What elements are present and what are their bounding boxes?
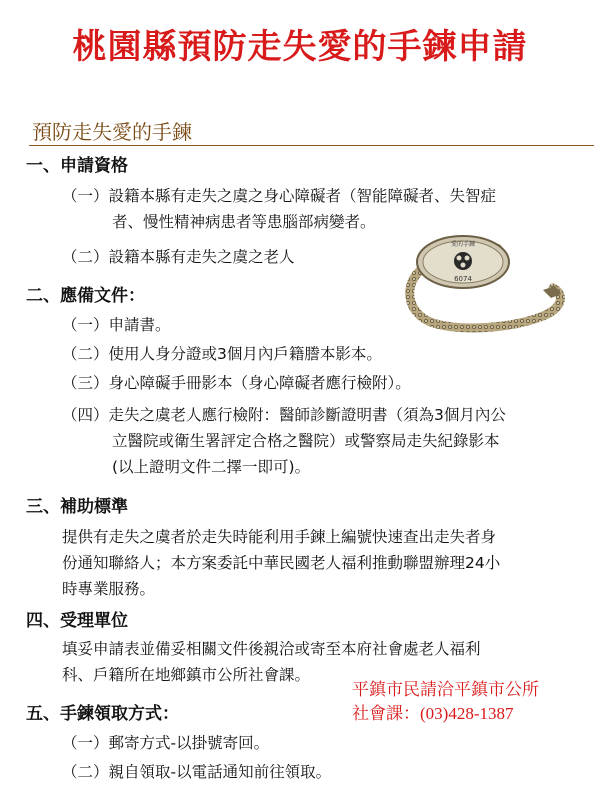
plate-text-bottom: 6074 — [454, 275, 472, 283]
list-item-continuation: 者、慢性精神病患者等患腦部病變者。 — [112, 213, 376, 231]
list-item: （四）走失之虞老人應行檢附：醫師診斷證明書（須為3個月內公 — [62, 406, 506, 424]
paragraph-line: 填妥申請表並備妥相關文件後親洽或寄至本府社會處老人福利 — [62, 640, 481, 658]
list-item: （一）郵寄方式-以掛號寄回。 — [62, 734, 270, 752]
list-item-continuation: 立醫院或衛生署評定合格之醫院）或警察局走失紀錄影本 — [112, 432, 500, 450]
list-item: （二）設籍本縣有走失之虞之老人 — [62, 248, 295, 266]
page-title: 桃園縣預防走失愛的手鍊申請 — [72, 27, 528, 67]
paragraph-line: 提供有走失之虞者於走失時能利用手鍊上編號快速查出走失者身 — [62, 528, 497, 546]
section-heading-subsidy: 三、補助標準 — [26, 497, 128, 517]
plate-text-top: 愛的手鍊 — [450, 241, 476, 248]
section-heading-eligibility: 一、申請資格 — [26, 156, 128, 176]
list-item: （一）設籍本縣有走失之虞之身心障礙者（智能障礙者、失智症 — [62, 187, 497, 205]
contact-line-1: 平鎮市民請洽平鎮市公所 — [352, 680, 539, 699]
contact-line-2: 社會課：(03)428-1387 — [352, 704, 514, 723]
paragraph-line: 時專業服務。 — [62, 580, 156, 598]
contact-note — [352, 678, 539, 726]
subtitle-divider — [29, 145, 594, 146]
list-item: （二）使用人身分證或3個月內戶籍謄本影本。 — [62, 345, 382, 363]
section-heading-pickup: 五、手鍊領取方式： — [26, 704, 179, 724]
list-item-continuation: (以上證明文件二擇一即可)。 — [112, 458, 311, 476]
bracelet-image — [393, 228, 573, 338]
list-item: （二）親自領取-以電話通知前往領取。 — [62, 763, 332, 781]
list-item: （三）身心障礙手冊影本（身心障礙者應行檢附）。 — [62, 374, 411, 392]
section-heading-documents: 二、應備文件： — [26, 286, 145, 306]
paragraph-line: 科、戶籍所在地鄉鎮市公所社會課。 — [62, 666, 311, 684]
subtitle: 預防走失愛的手鍊 — [32, 120, 192, 144]
list-item: （一）申請書。 — [62, 316, 171, 334]
section-heading-office: 四、受理單位 — [26, 611, 128, 631]
paragraph-line: 份通知聯絡人；本方案委託中華民國老人福利推動聯盟辦理24小 — [62, 554, 501, 572]
